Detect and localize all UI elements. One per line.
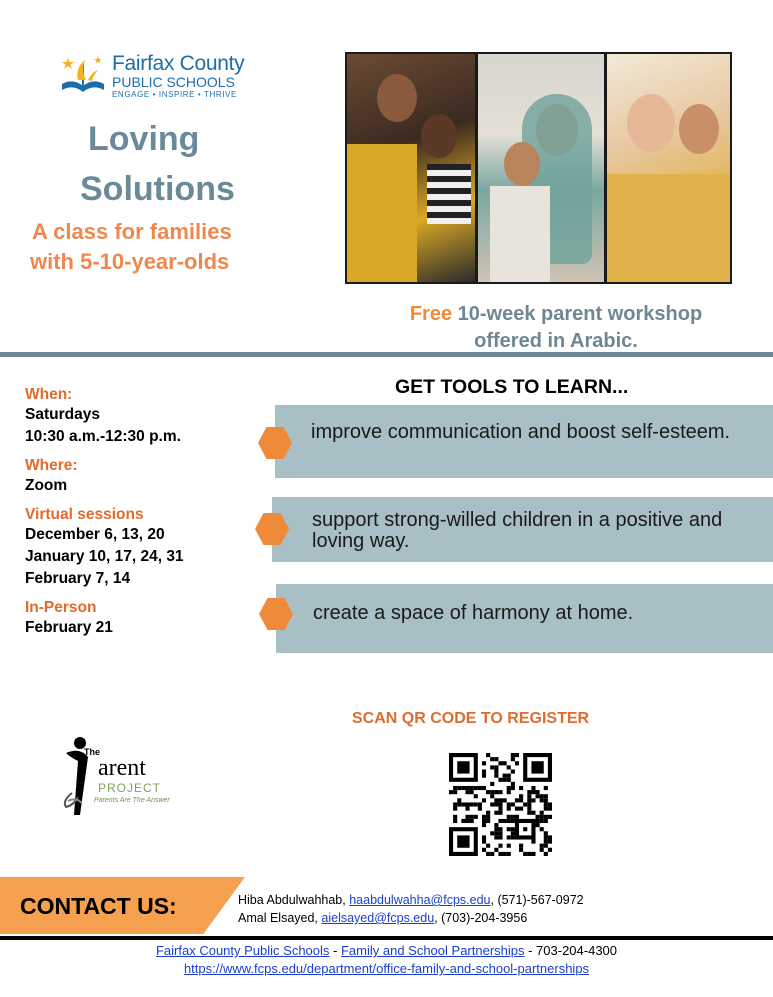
inperson-date: February 21 xyxy=(25,619,113,636)
fcps-logo xyxy=(58,50,258,102)
contact-phone: , (571)-567-0972 xyxy=(490,893,584,907)
photo-mother-daughter-tablet xyxy=(347,54,475,282)
footer-dept-link[interactable]: Family and School Partnerships xyxy=(340,943,525,958)
contact-name: Amal Elsayed, xyxy=(238,911,318,925)
parent-project-logo xyxy=(58,735,198,825)
promo-line-2: offered in Arabic. xyxy=(474,330,638,352)
tool-item xyxy=(275,405,773,478)
logo-tagline: ENGAGE • INSPIRE • THRIVE xyxy=(112,90,237,99)
footer-sep: - xyxy=(329,943,341,958)
pp-project: PROJECT xyxy=(98,781,162,795)
tool-item xyxy=(276,584,773,653)
promo-rest: 10-week parent workshop xyxy=(457,303,703,325)
contact-name: Hiba Abdulwahhab, xyxy=(238,893,346,907)
pp-the: The xyxy=(84,747,101,757)
section-divider xyxy=(0,352,773,357)
photo-mother-son-hijab xyxy=(478,54,604,282)
tool-item xyxy=(272,497,773,562)
pp-tagline: Parents Are The Answer xyxy=(94,797,170,804)
book-star-icon xyxy=(58,50,108,100)
where-value: Zoom xyxy=(25,477,68,494)
footer-url-link[interactable]: https://www.fcps.edu/department/office-family-and-school-partnerships xyxy=(183,961,590,976)
when-label: When: xyxy=(25,386,73,403)
virtual-date: January 10, 17, 24, 31 xyxy=(25,548,184,565)
contact-email-link[interactable]: aielsayed@fcps.edu xyxy=(321,911,435,925)
virtual-date: February 7, 14 xyxy=(25,570,131,587)
schedule-details xyxy=(25,386,265,639)
qr-code[interactable] xyxy=(449,753,552,856)
virtual-date: December 6, 13, 20 xyxy=(25,526,165,543)
contact-phone: , (703)-204-3956 xyxy=(434,911,528,925)
contact-email-link[interactable]: haabdulwahha@fcps.edu xyxy=(349,893,491,907)
title-line-2: Solutions xyxy=(80,170,235,208)
promo-line-1 xyxy=(346,303,766,326)
footer-phone: - 703-204-4300 xyxy=(524,943,618,958)
register-label: SCAN QR CODE TO REGISTER xyxy=(352,710,590,727)
photo-collage xyxy=(345,52,732,284)
tool-item-text: improve communication and boost self-esteem. xyxy=(311,421,731,443)
virtual-label: Virtual sessions xyxy=(25,506,144,523)
footer-rule xyxy=(0,936,773,940)
photo-mother-daughter-hug xyxy=(607,54,730,282)
tools-heading: GET TOOLS TO LEARN... xyxy=(395,376,629,398)
logo-name: Fairfax County xyxy=(112,52,245,75)
footer-org-link[interactable]: Fairfax County Public Schools xyxy=(155,943,330,958)
tool-item-text: create a space of harmony at home. xyxy=(313,602,634,624)
subtitle-line-2: with 5-10-year-olds xyxy=(30,249,230,274)
promo-free: Free xyxy=(409,303,453,325)
footer-line xyxy=(0,943,773,958)
footer-url-line xyxy=(0,961,773,976)
contact-person xyxy=(238,893,584,907)
contact-person xyxy=(238,911,527,925)
when-time: 10:30 a.m.-12:30 p.m. xyxy=(25,428,181,445)
tool-item-text: support strong-willed children in a positive and loving way. xyxy=(312,509,723,552)
logo-sub: PUBLIC SCHOOLS xyxy=(112,74,235,90)
pp-word: arent xyxy=(98,755,146,781)
inperson-label: In-Person xyxy=(25,599,97,616)
title-line-1: Loving xyxy=(88,120,200,158)
when-day: Saturdays xyxy=(25,406,100,423)
subtitle-line-1: A class for families xyxy=(32,219,232,244)
where-label: Where: xyxy=(25,457,78,474)
contact-label: CONTACT US: xyxy=(20,893,177,919)
